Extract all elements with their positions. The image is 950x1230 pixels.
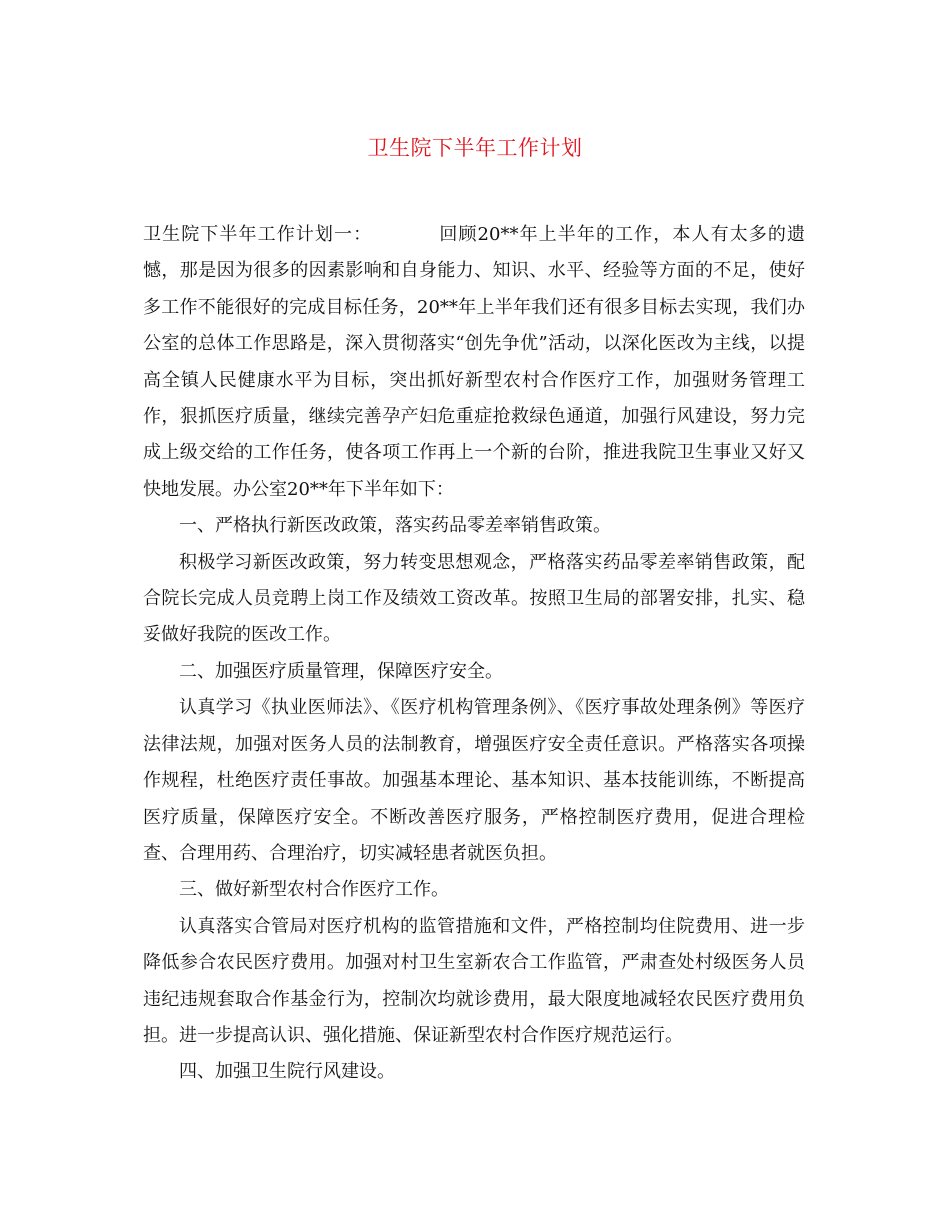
section-heading-4: 四、加强卫生院行风建设。 (179, 1061, 395, 1083)
intro-label: 卫生院下半年工作计划一： (143, 224, 373, 245)
intro-text: 回顾20**年上半年的工作，本人有太多的遗憾，那是因为很多的因素影响和自身能力、知识、水平、经验等方面的不足，使好多工作不能很好的完成目标任务，20**年上半年我们还有很多目标去实现，我们办公室的总体工作思路是，深入贯彻落实“创先争优”活动，以深化医改为主线，以提高全镇人民健康水平为目标，突出抓好新型农村合作医疗工作，加强财务管理工作，狠抓医疗质量，继续完善孕产妇危重症抢救绿色通道，加强行风建设，努力完成上级交给的工作任务，使各项工作再上一个新的台阶，推进我院卫生事业又好又快地发展。办公室20**年下半年如下： (143, 224, 806, 500)
intro-paragraph (143, 217, 805, 508)
section-heading-3: 三、做好新型农村合作医疗工作。 (179, 879, 449, 901)
section-body-3: 认真落实合管局对医疗机构的监管措施和文件，严格控制均住院费用、进一步降低参合农民医疗费用。加强对村卫生室新农合工作监管，严肃查处村级医务人员违纪违规套取合作基金行为，控制次均就诊费用，最大限度地减轻农民医疗费用负担。进一步提高认识、强化措施、保证新型农村合作医疗规范运行。 (143, 915, 805, 1046)
section-body-2: 认真学习《执业医师法》、《医疗机构管理条例》、《医疗事故处理条例》等医疗法律法规，加强对医务人员的法制教育，增强医疗安全责任意识。严格落实各项操作规程，杜绝医疗责任事故。加强基本理论、基本知识、基本技能训练，不断提高医疗质量，保障医疗安全。不断改善医疗服务，严格控制医疗费用，促进合理检查、合理用药、合理治疗，切实减轻患者就医负担。 (143, 697, 805, 864)
document-title: 卫生院下半年工作计划 (367, 136, 583, 160)
document-body (143, 217, 805, 1091)
section-body-1: 积极学习新医改政策，努力转变思想观念，严格落实药品零差率销售政策，配合院长完成人员竞聘上岗工作及绩效工资改革。按照卫生局的部署安排，扎实、稳妥做好我院的医改工作。 (143, 551, 805, 646)
section-heading-1: 一、严格执行新医改政策，落实药品零差率销售政策。 (179, 515, 611, 537)
section-heading-2: 二、加强医疗质量管理，保障医疗安全。 (179, 660, 503, 682)
